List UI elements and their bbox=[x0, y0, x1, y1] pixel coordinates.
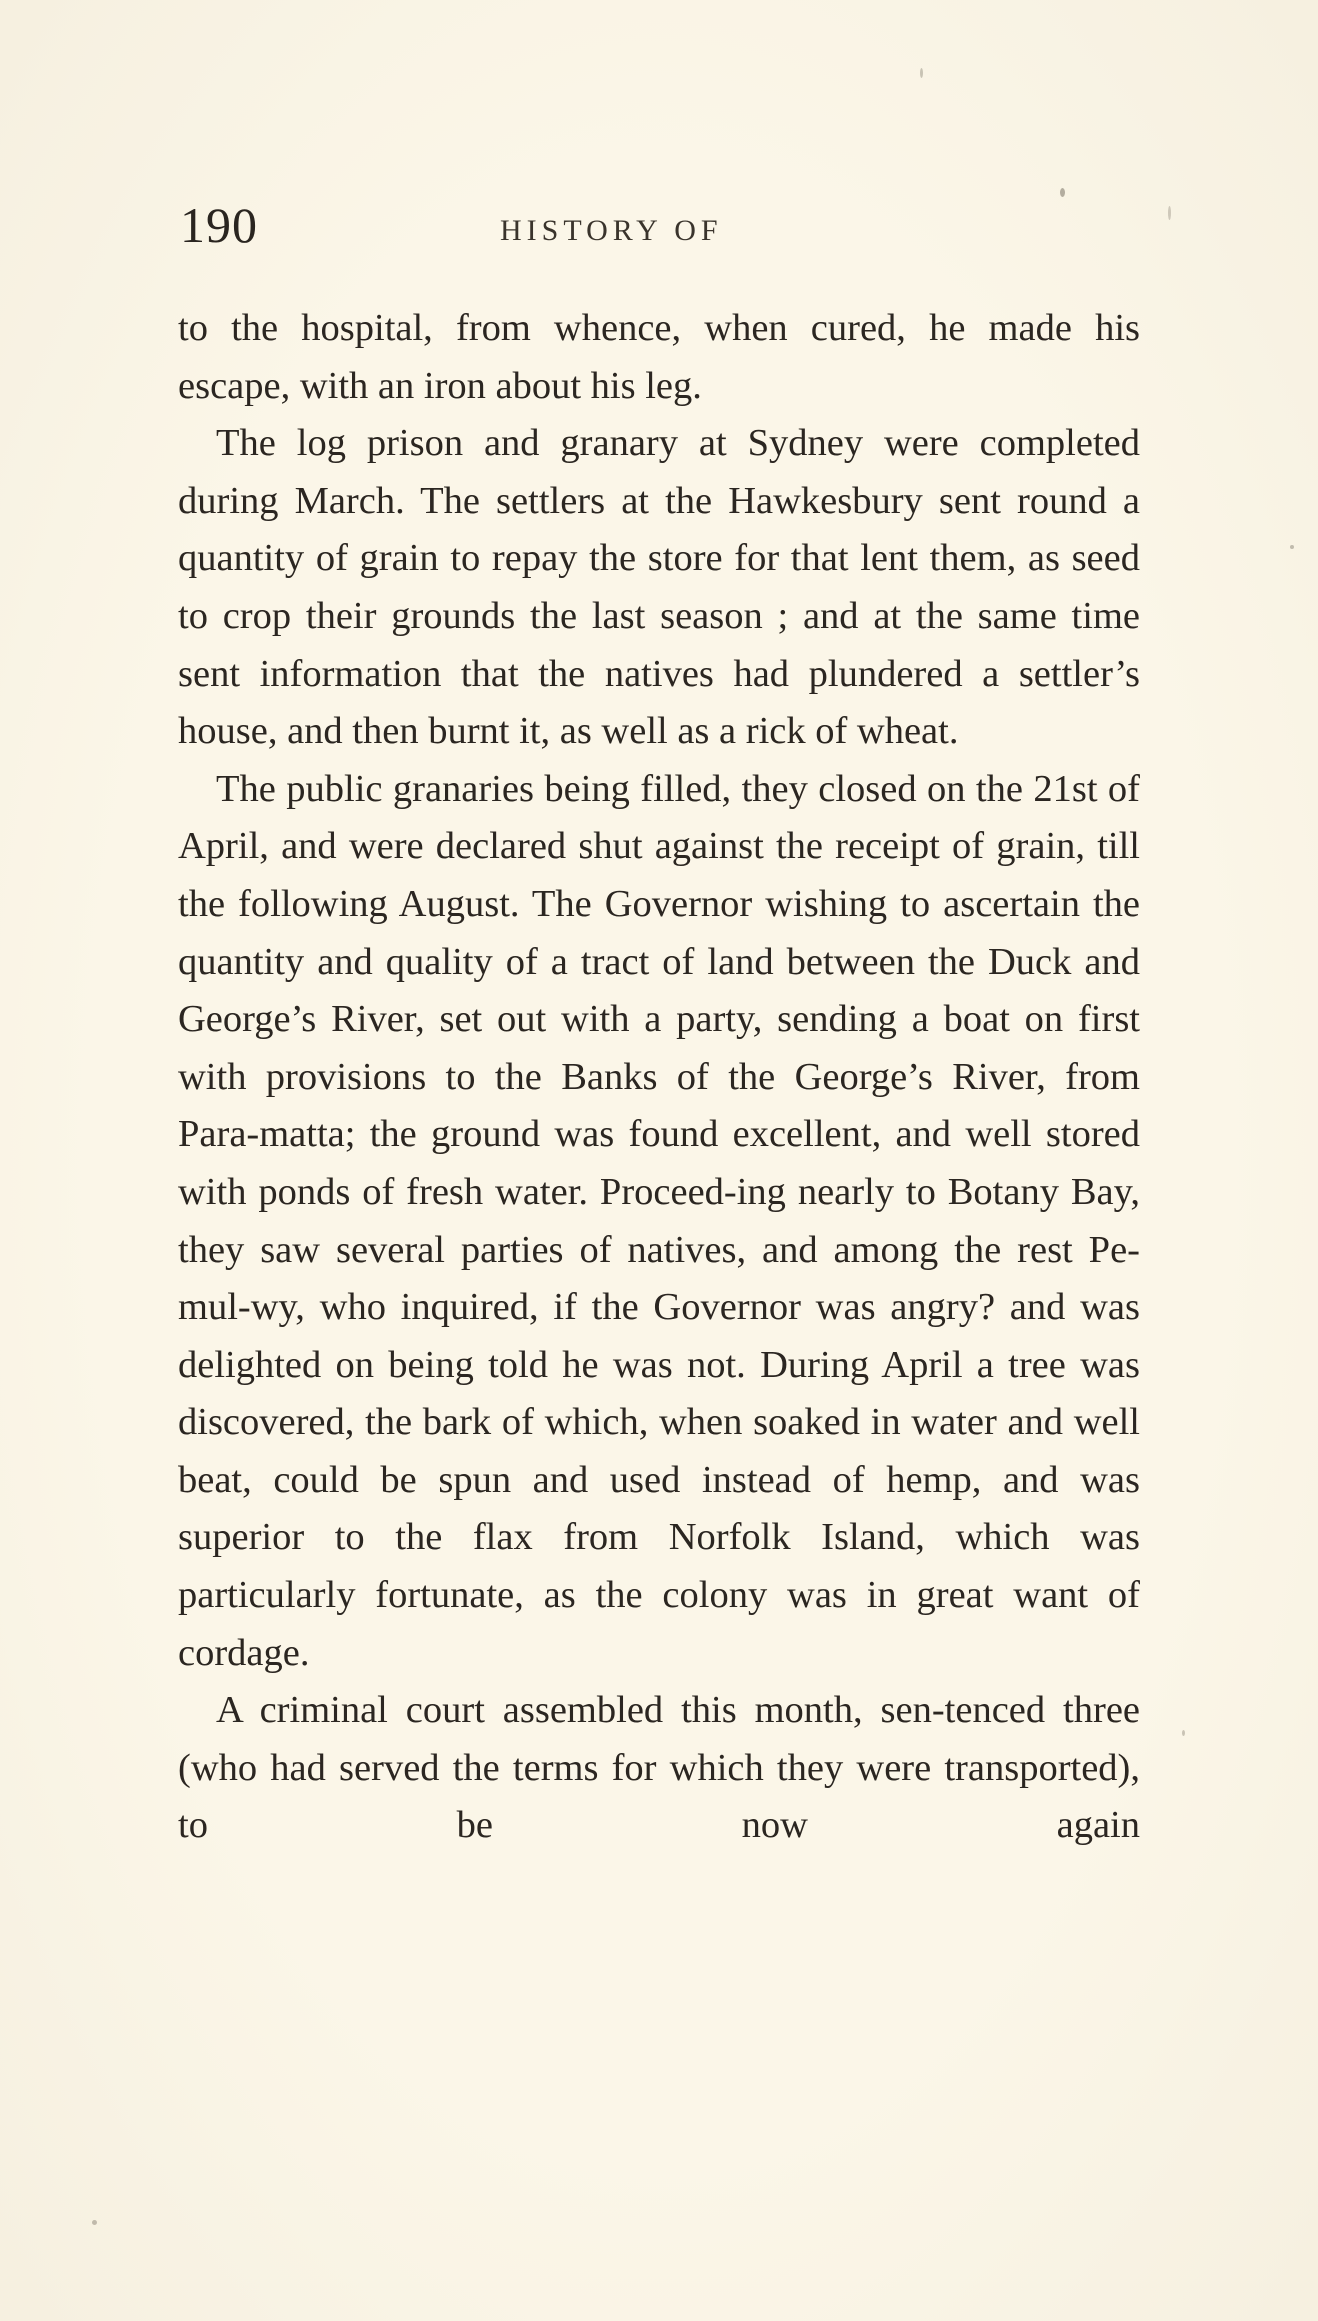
ink-speck bbox=[1290, 545, 1294, 549]
page-header bbox=[180, 196, 1140, 266]
body-text bbox=[178, 300, 1140, 1855]
running-title: HISTORY OF bbox=[500, 214, 723, 247]
paragraph-2: The log prison and granary at Sydney were completed during March. The settlers at the Hawkesbury sent round a quantity of grain to repay the store for that lent them, as seed to crop their grounds the last season ; and at the same time sent information that the natives had plundered a settler’s house, and then burnt it, as well as a rick of wheat. bbox=[178, 422, 1140, 753]
ink-speck bbox=[1182, 1730, 1185, 1736]
paragraph-1: to the hospital, from whence, when cured, he made his escape, with an iron about his leg. bbox=[178, 307, 1140, 407]
ink-speck bbox=[920, 68, 923, 78]
page-number: 190 bbox=[180, 197, 258, 253]
ink-speck bbox=[1060, 188, 1065, 197]
paragraph-3: The public granaries being filled, they closed on the 21st of April, and were declared shut against the receipt of grain, till the following August. The Governor wishing to ascertain the quantity and quality of a tract of land between the Duck and George’s River, set out with a party, sending a boat on first with provisions to the Banks of the George’s River, from Para-matta; the ground was found excellent, and well stored with ponds of fresh water. Proceed-ing nearly to Botany Bay, they saw several parties of natives, and among the rest Pe-mul-wy, who inquired, if the Governor was angry? and was delighted on being told he was not. During April a tree was discovered, the bark of which, when soaked in water and well beat, could be spun and used instead of hemp, and was superior to the flax from Norfolk Island, which was particularly fortunate, as the colony was in great want of cordage. bbox=[178, 767, 1140, 1674]
paragraph-4: A criminal court assembled this month, sen-tenced three (who had served the terms for which they were transported), to be now again bbox=[178, 1689, 1140, 1847]
ink-speck bbox=[92, 2220, 97, 2225]
ink-speck bbox=[1168, 206, 1171, 220]
